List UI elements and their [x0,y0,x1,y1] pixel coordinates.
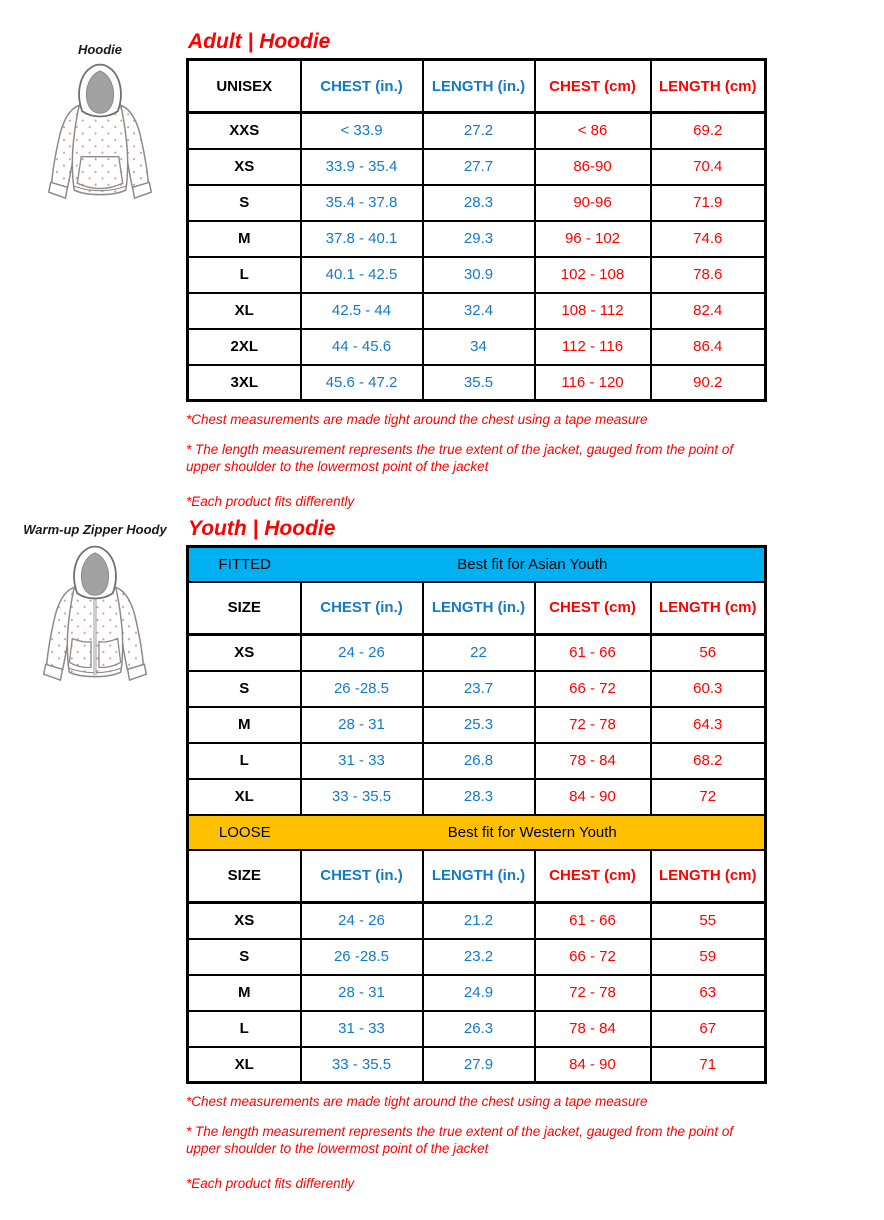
measurement-cell: 112 - 116 [535,329,651,365]
table-row [188,221,766,257]
table-row [188,185,766,221]
measurement-cell: 33 - 35.5 [301,1047,423,1083]
fitted-band-label: FITTED [188,547,301,582]
table-row [188,1047,766,1083]
measurement-cell: 24.9 [423,975,535,1011]
measurement-cell: 56 [651,635,766,671]
column-header-length-in: LENGTH (in.) [423,850,535,903]
adult-table-header-row [188,60,766,113]
fitted-band-description: Best fit for Asian Youth [301,547,766,582]
column-header-unisex: UNISEX [188,60,301,113]
measurement-cell: 59 [651,939,766,975]
measurement-cell: 72 [651,779,766,815]
adult-size-table [186,58,767,402]
measurement-cell: 28.3 [423,185,535,221]
size-cell: M [188,975,301,1011]
size-cell: XL [188,293,301,329]
size-cell: S [188,939,301,975]
adult-illustration-label: Hoodie [77,42,123,57]
table-row [188,707,766,743]
measurement-cell: 64.3 [651,707,766,743]
footnote: *Chest measurements are made tight around the chest using a tape measure [186,1094,648,1109]
measurement-cell: 86-90 [535,149,651,185]
size-cell: L [188,257,301,293]
footnote: * The length measurement represents the true extent of the jacket, gauged from the point of upper shoulder to the lowermost point of the jacket [186,1123,734,1157]
measurement-cell: 26 -28.5 [301,939,423,975]
column-header-length-in: LENGTH (in.) [423,60,535,113]
measurement-cell: 78 - 84 [535,743,651,779]
column-header-length-cm: LENGTH (cm) [651,60,766,113]
table-row [188,975,766,1011]
table-row [188,671,766,707]
table-row [188,743,766,779]
pullover-hoodie-icon [34,59,166,205]
footnote: * The length measurement represents the true extent of the jacket, gauged from the point of upper shoulder to the lowermost point of the jacket [186,441,734,475]
fitted-table-header-row [188,582,766,635]
adult-hoodie-figure [33,42,167,205]
column-header-chest-cm: CHEST (cm) [535,582,651,635]
measurement-cell: 84 - 90 [535,779,651,815]
column-header-size: SIZE [188,850,301,903]
measurement-cell: 31 - 33 [301,743,423,779]
measurement-cell: 67 [651,1011,766,1047]
measurement-cell: 66 - 72 [535,671,651,707]
column-header-chest-in: CHEST (in.) [301,60,423,113]
measurement-cell: 82.4 [651,293,766,329]
measurement-cell: 24 - 26 [301,903,423,939]
table-row [188,635,766,671]
measurement-cell: 33 - 35.5 [301,779,423,815]
zipper-hoody-icon [29,539,161,687]
table-row [188,257,766,293]
size-cell: XXS [188,113,301,149]
size-cell: XS [188,149,301,185]
measurement-cell: 68.2 [651,743,766,779]
measurement-cell: 21.2 [423,903,535,939]
measurement-cell: 116 - 120 [535,365,651,401]
table-row [188,779,766,815]
column-header-size: SIZE [188,582,301,635]
column-header-length-cm: LENGTH (cm) [651,850,766,903]
size-cell: S [188,185,301,221]
size-cell: S [188,671,301,707]
loose-band-label: LOOSE [188,815,301,850]
measurement-cell: 44 - 45.6 [301,329,423,365]
measurement-cell: 35.5 [423,365,535,401]
measurement-cell: 102 - 108 [535,257,651,293]
measurement-cell: 27.9 [423,1047,535,1083]
measurement-cell: 33.9 - 35.4 [301,149,423,185]
size-cell: M [188,221,301,257]
size-cell: XL [188,779,301,815]
measurement-cell: 30.9 [423,257,535,293]
measurement-cell: 72 - 78 [535,707,651,743]
adult-footnotes [186,411,764,510]
measurement-cell: 86.4 [651,329,766,365]
column-header-chest-cm: CHEST (cm) [535,60,651,113]
measurement-cell: 28.3 [423,779,535,815]
table-row [188,903,766,939]
measurement-cell: 27.7 [423,149,535,185]
table-row [188,939,766,975]
measurement-cell: 78 - 84 [535,1011,651,1047]
measurement-cell: < 33.9 [301,113,423,149]
measurement-cell: 26 -28.5 [301,671,423,707]
loose-band-row [188,815,766,850]
measurement-cell: < 86 [535,113,651,149]
table-row [188,365,766,401]
measurement-cell: 35.4 - 37.8 [301,185,423,221]
measurement-cell: 23.7 [423,671,535,707]
youth-size-table [186,545,767,1084]
table-row [188,293,766,329]
table-row [188,149,766,185]
loose-table-header-row [188,850,766,903]
measurement-cell: 74.6 [651,221,766,257]
measurement-cell: 71 [651,1047,766,1083]
measurement-cell: 78.6 [651,257,766,293]
measurement-cell: 29.3 [423,221,535,257]
loose-band-description: Best fit for Western Youth [301,815,766,850]
footnote: *Chest measurements are made tight around the chest using a tape measure [186,412,648,427]
measurement-cell: 84 - 90 [535,1047,651,1083]
measurement-cell: 25.3 [423,707,535,743]
youth-illustration-label: Warm-up Zipper Hoody [23,522,167,537]
measurement-cell: 108 - 112 [535,293,651,329]
column-header-length-in: LENGTH (in.) [423,582,535,635]
footnote: *Each product fits differently [186,493,355,509]
size-cell: XL [188,1047,301,1083]
measurement-cell: 34 [423,329,535,365]
size-cell: M [188,707,301,743]
measurement-cell: 42.5 - 44 [301,293,423,329]
table-row [188,113,766,149]
measurement-cell: 28 - 31 [301,707,423,743]
adult-section-title: Adult | Hoodie [188,30,331,53]
youth-section-title: Youth | Hoodie [188,517,336,540]
measurement-cell: 72 - 78 [535,975,651,1011]
measurement-cell: 61 - 66 [535,903,651,939]
column-header-length-cm: LENGTH (cm) [651,582,766,635]
measurement-cell: 28 - 31 [301,975,423,1011]
measurement-cell: 27.2 [423,113,535,149]
size-cell: 2XL [188,329,301,365]
measurement-cell: 40.1 - 42.5 [301,257,423,293]
measurement-cell: 90-96 [535,185,651,221]
measurement-cell: 31 - 33 [301,1011,423,1047]
measurement-cell: 32.4 [423,293,535,329]
size-cell: L [188,1011,301,1047]
footnote: *Each product fits differently [186,1175,355,1191]
size-cell: XS [188,635,301,671]
measurement-cell: 90.2 [651,365,766,401]
column-header-chest-in: CHEST (in.) [301,582,423,635]
fitted-band-row [188,547,766,582]
measurement-cell: 23.2 [423,939,535,975]
measurement-cell: 26.8 [423,743,535,779]
measurement-cell: 60.3 [651,671,766,707]
measurement-cell: 66 - 72 [535,939,651,975]
youth-footnotes [186,1093,764,1192]
table-row [188,1011,766,1047]
measurement-cell: 63 [651,975,766,1011]
adult-section [186,30,764,510]
size-cell: L [188,743,301,779]
table-row [188,329,766,365]
measurement-cell: 69.2 [651,113,766,149]
youth-hoodie-figure [12,522,178,687]
measurement-cell: 55 [651,903,766,939]
size-cell: 3XL [188,365,301,401]
measurement-cell: 22 [423,635,535,671]
measurement-cell: 71.9 [651,185,766,221]
measurement-cell: 26.3 [423,1011,535,1047]
youth-section [186,517,764,1192]
measurement-cell: 37.8 - 40.1 [301,221,423,257]
column-header-chest-in: CHEST (in.) [301,850,423,903]
size-cell: XS [188,903,301,939]
measurement-cell: 24 - 26 [301,635,423,671]
measurement-cell: 70.4 [651,149,766,185]
measurement-cell: 96 - 102 [535,221,651,257]
measurement-cell: 61 - 66 [535,635,651,671]
column-header-chest-cm: CHEST (cm) [535,850,651,903]
measurement-cell: 45.6 - 47.2 [301,365,423,401]
